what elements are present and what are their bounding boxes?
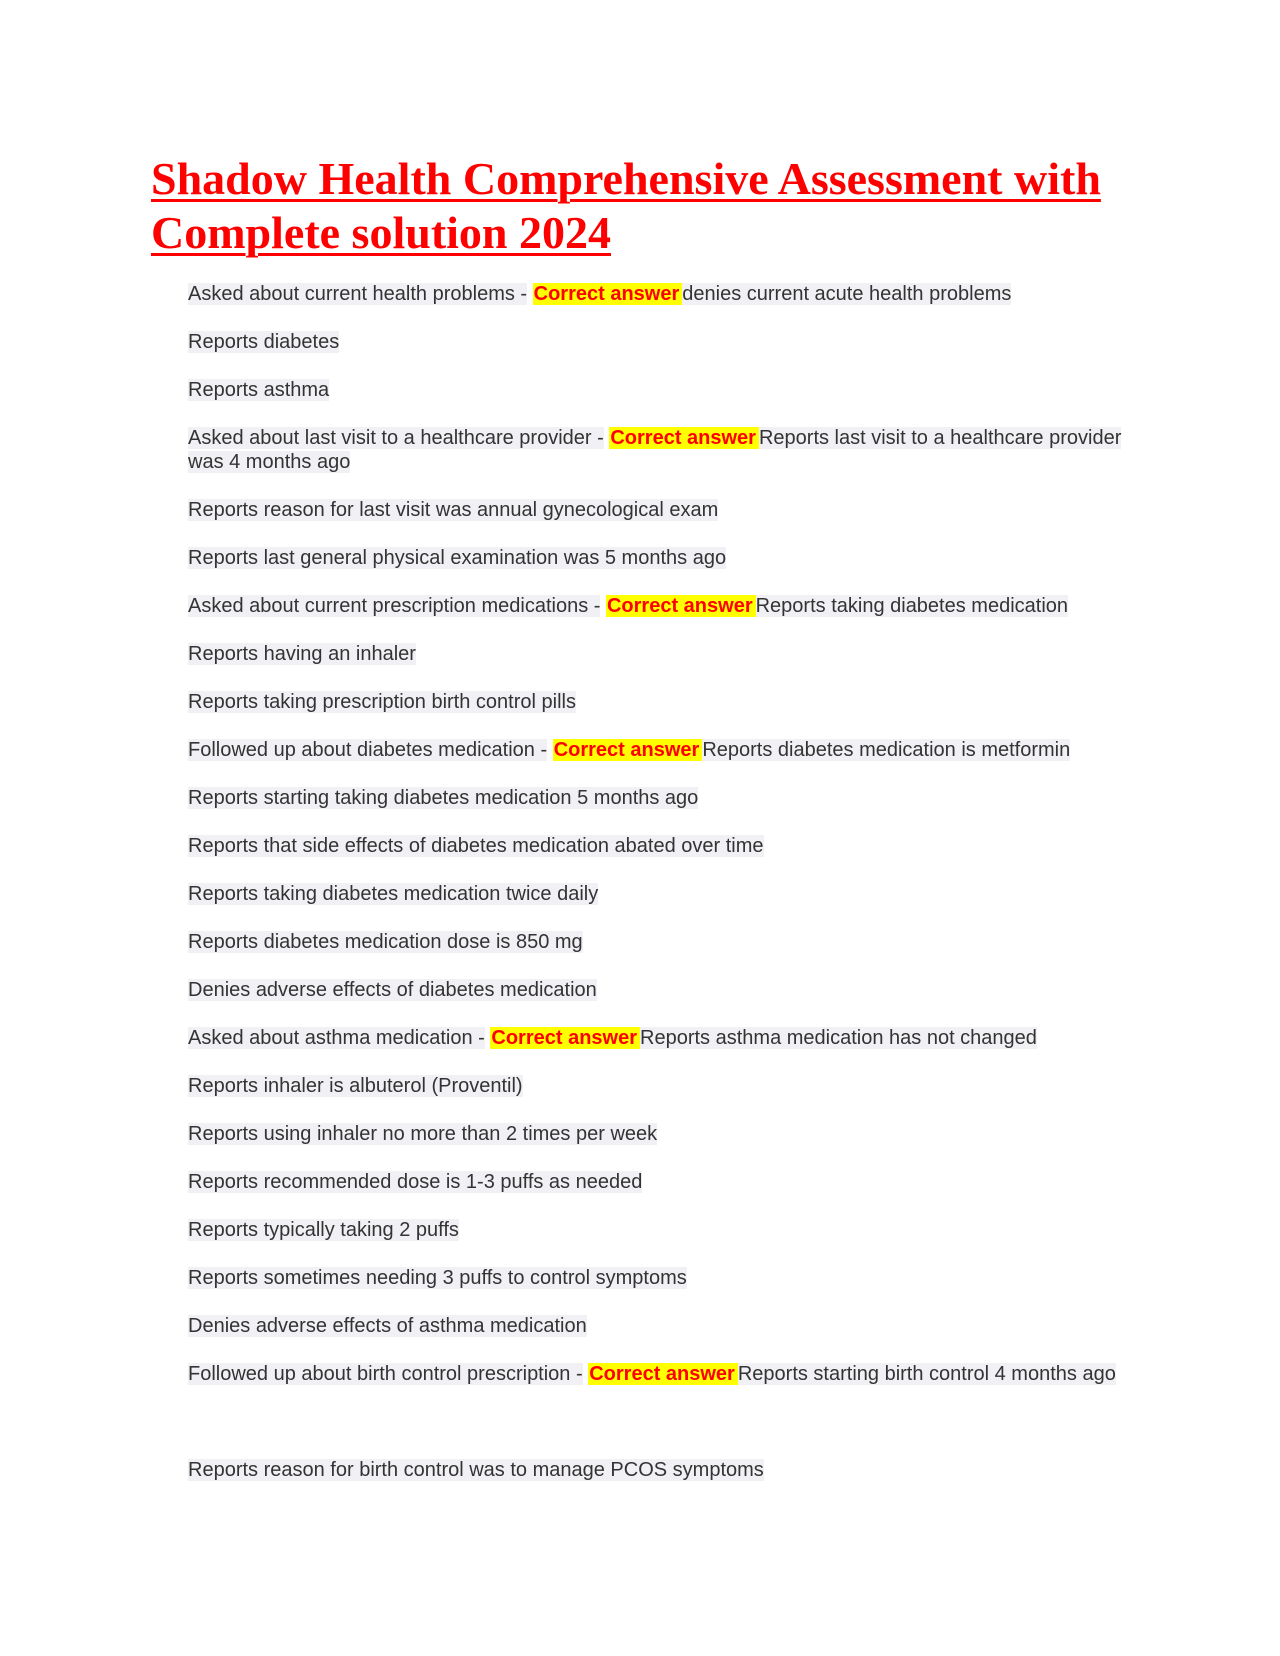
- item-text: Reports diabetes medication dose is 850 mg: [188, 931, 583, 953]
- qa-item: [188, 1026, 1128, 1050]
- answer-text: Reports taking diabetes medication: [755, 595, 1069, 617]
- item-text: Reports asthma: [188, 379, 330, 401]
- list-item: [188, 786, 1128, 810]
- item-text: Reports taking diabetes medication twice daily: [188, 883, 599, 905]
- list-item: [188, 330, 1128, 354]
- list-item: [188, 1314, 1128, 1338]
- correct-answer-label: Correct answer: [553, 739, 703, 761]
- item-text: Reports having an inhaler: [188, 643, 416, 665]
- answer-text: Reports starting birth control 4 months ago: [737, 1363, 1116, 1385]
- list-item: [188, 1458, 1128, 1482]
- question-text: Followed up about diabetes medication -: [188, 739, 548, 761]
- list-item: [188, 834, 1128, 858]
- correct-answer-label: Correct answer: [533, 283, 683, 305]
- list-item: [188, 546, 1128, 570]
- answer-text: Reports diabetes medication is metformin: [702, 739, 1071, 761]
- qa-item: [188, 1362, 1128, 1386]
- list-item: [188, 642, 1128, 666]
- question-text: Asked about current prescription medications -: [188, 595, 601, 617]
- list-item: [188, 930, 1128, 954]
- list-item: [188, 690, 1128, 714]
- qa-item: [188, 426, 1128, 474]
- item-text: Reports inhaler is albuterol (Proventil): [188, 1075, 523, 1097]
- item-text: Reports recommended dose is 1-3 puffs as needed: [188, 1171, 643, 1193]
- list-item: [188, 1218, 1128, 1242]
- answer-text: Reports last visit to a healthcare provider was 4 months ago: [188, 427, 1122, 473]
- list-item: [188, 1266, 1128, 1290]
- question-text: Asked about last visit to a healthcare provider -: [188, 427, 604, 449]
- answer-text: Reports asthma medication has not changed: [640, 1027, 1037, 1049]
- item-text: Reports reason for last visit was annual gynecological exam: [188, 499, 719, 521]
- document-title: Shadow Health Comprehensive Assessment with Complete solution 2024: [151, 153, 1101, 258]
- question-text: Followed up about birth control prescription -: [188, 1363, 583, 1385]
- list-item: [188, 378, 1128, 402]
- qa-item: [188, 738, 1128, 762]
- list-item: [188, 1074, 1128, 1098]
- qa-item: [188, 594, 1128, 618]
- item-text: Reports typically taking 2 puffs: [188, 1219, 459, 1241]
- question-text: Asked about asthma medication -: [188, 1027, 485, 1049]
- item-text: Reports last general physical examination was 5 months ago: [188, 547, 727, 569]
- item-text: Reports taking prescription birth control pills: [188, 691, 576, 713]
- correct-answer-label: Correct answer: [606, 595, 756, 617]
- qa-item: [188, 282, 1128, 306]
- correct-answer-label: Correct answer: [609, 427, 759, 449]
- list-item: [188, 1122, 1128, 1146]
- item-text: Reports reason for birth control was to manage PCOS symptoms: [188, 1459, 764, 1481]
- item-text: Reports that side effects of diabetes medication abated over time: [188, 835, 764, 857]
- item-text: Denies adverse effects of diabetes medication: [188, 979, 597, 1001]
- list-item: [188, 978, 1128, 1002]
- list-item: [188, 498, 1128, 522]
- item-text: Reports starting taking diabetes medication 5 months ago: [188, 787, 699, 809]
- item-text: Reports diabetes: [188, 331, 340, 353]
- question-text: Asked about current health problems -: [188, 283, 528, 305]
- item-text: Reports sometimes needing 3 puffs to control symptoms: [188, 1267, 687, 1289]
- item-text: Denies adverse effects of asthma medication: [188, 1315, 587, 1337]
- correct-answer-label: Correct answer: [588, 1363, 738, 1385]
- correct-answer-label: Correct answer: [490, 1027, 640, 1049]
- item-text: Reports using inhaler no more than 2 times per week: [188, 1123, 658, 1145]
- list-item: [188, 882, 1128, 906]
- answer-text: denies current acute health problems: [682, 283, 1012, 305]
- list-item: [188, 1170, 1128, 1194]
